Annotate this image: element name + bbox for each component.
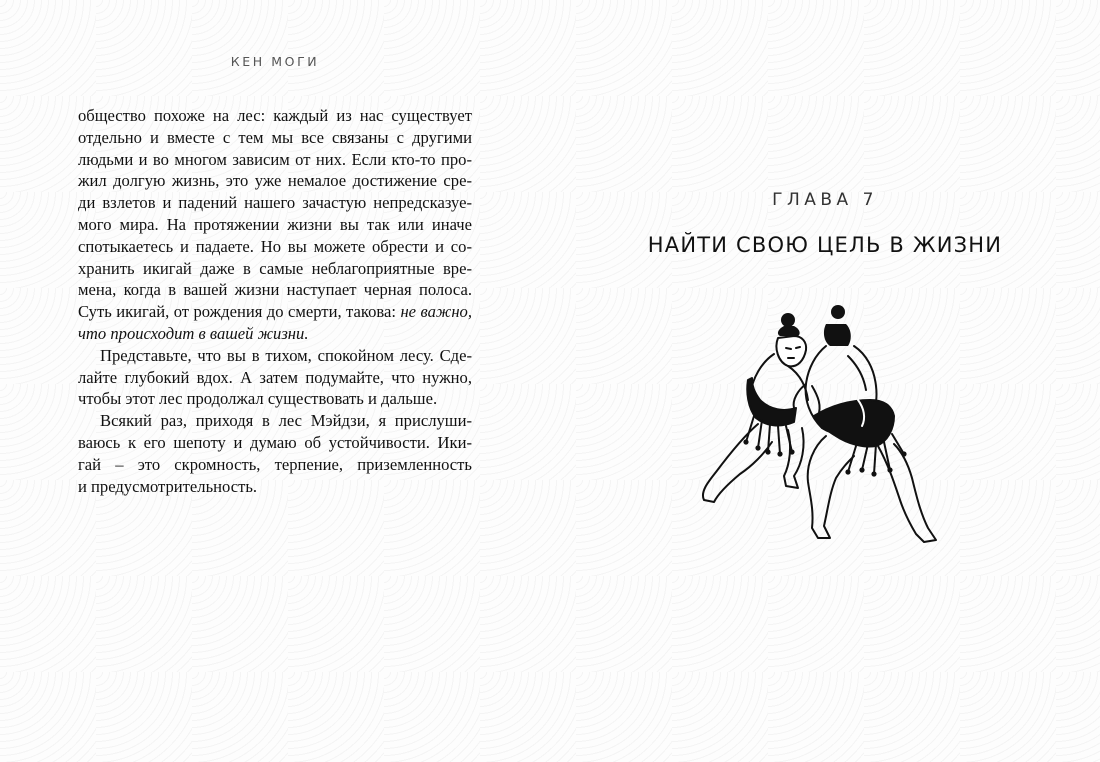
text-line: людьми и во многом зависим от них. Если кто-то про- bbox=[78, 149, 472, 169]
right-page bbox=[550, 0, 1100, 762]
text-line: ваюсь к его шепоту и думаю об устойчивости. Ики- bbox=[78, 432, 472, 452]
text-line: спотыкаетесь и падаете. Но вы можете обрести и со- bbox=[78, 236, 472, 256]
text-line: ди взлетов и падений нашего зачастую непредсказуе- bbox=[78, 193, 472, 213]
text-line: отдельно и вместе с тем мы все связаны с другими bbox=[78, 127, 472, 147]
text-line: лайте глубокий вдох. А затем подумайте, что нужно, bbox=[78, 367, 472, 387]
text-line: хранить икигай даже в самые неблагоприятные вре- bbox=[78, 258, 472, 278]
text-line: Представьте, что вы в тихом, спокойном лесу. Сде- bbox=[100, 345, 472, 365]
italic-emphasis: что происходит в вашей жизни. bbox=[78, 323, 309, 343]
italic-emphasis: не важно, bbox=[400, 302, 472, 322]
text-line: общество похоже на лес: каждый из нас существует bbox=[78, 106, 472, 125]
text-line: и предусмотрительность. bbox=[78, 476, 258, 496]
chapter-number: ГЛАВА 7 bbox=[772, 190, 878, 210]
text-line: чтобы этот лес продолжал существовать и дальше. bbox=[78, 389, 438, 409]
text-fragment: Суть икигай, от рождения до смерти, такова: bbox=[78, 302, 401, 322]
text-line: жил долгую жизнь, это уже немалое достижение сре- bbox=[78, 171, 472, 191]
text-line-italic bbox=[78, 323, 472, 345]
sumo-wrestlers-illustration bbox=[688, 296, 960, 550]
text-line-with-italic bbox=[78, 301, 472, 323]
text-line: гай – это скромность, терпение, приземленность bbox=[78, 454, 472, 474]
chapter-title: НАЙТИ СВОЮ ЦЕЛЬ В ЖИЗНИ bbox=[647, 233, 1003, 257]
text-line: мого мира. На протяжении жизни вы так или иначе bbox=[78, 214, 472, 234]
text-line: Всякий раз, приходя в лес Мэйдзи, я прислуши- bbox=[100, 411, 472, 431]
text-line: мена, когда в вашей жизни наступает черная полоса. bbox=[78, 280, 472, 300]
body-text bbox=[78, 105, 472, 497]
running-head-author: КЕН МОГИ bbox=[230, 54, 320, 69]
